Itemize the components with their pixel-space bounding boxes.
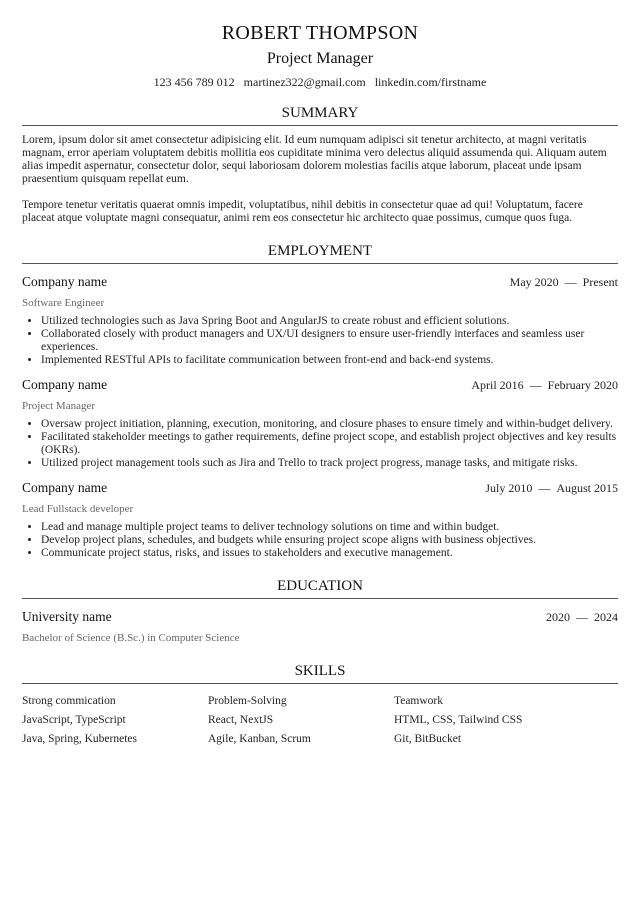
education-entry [22,609,618,645]
summary-heading: SUMMARY [22,104,618,126]
company-name: Company name [22,480,108,495]
company-name: Company name [22,274,108,289]
start-date: May 2020 [509,275,559,289]
skill-item: Java, Spring, Kubernetes [22,733,137,745]
date-separator: — [538,481,551,495]
skill-item: Git, BitBucket [394,733,462,745]
job-entry [22,274,618,367]
job-dates [510,275,618,290]
summary-paragraph: Lorem, ipsum dolor sit amet consectetur adipisicing elit. Id eum numquam adipisci sit tenetur architecto, at magni veritatis magnam, error aperiam voluptatem debitis mollitia eos cupiditate minima vero delectus aliquid assumenda qui. Aliquam autem alias impedit aspernatur, consectetur dolor, sequi laboriosam dolorem molestias facilis atque laborum, placeat unde ipsam praesentium quisquam repellat eum. [22,134,607,185]
job-bullets [22,418,618,470]
skill-item: Strong commication [22,695,116,707]
education-section [22,577,618,645]
bullet-item: • Utilized project management tools such as Jira and Trello to track project progress, manage tasks, and mitigate risks. [41,457,618,470]
bullet-item: • Lead and manage multiple project teams to deliver technology solutions on time and within budget. [41,521,618,534]
summary-paragraph: Tempore tenetur veritatis quaerat omnis impedit, voluptatibus, nihil debitis in consectetur quae ad qui! Voluptatum, facere placeat atque voluptate magni consequatur, animi rem eos consectetur hic architecto quae possimus, cumque quos fuga. [22,199,583,224]
end-date: February 2020 [547,378,618,392]
skill-item: React, NextJS [208,714,274,726]
job-dates [485,481,618,496]
job-role: Lead Fullstack developer [22,503,134,515]
phone-number: 123 456 789 012 [153,75,235,89]
degree: Bachelor of Science (B.Sc.) in Computer Science [22,632,240,644]
skills-section [22,662,618,746]
start-date: April 2016 [471,378,524,392]
summary-section [22,104,618,225]
job-entry [22,377,618,470]
school-name: University name [22,609,112,624]
date-separator: — [529,378,542,392]
skill-item: HTML, CSS, Tailwind CSS [394,714,523,726]
bullet-item: • Implemented RESTful APIs to facilitate communication between front-end and back-end systems. [41,354,618,367]
bullet-item: • Facilitated stakeholder meetings to gather requirements, define project scope, and establish project objectives and key results (OKRs). [41,431,618,457]
job-entry [22,480,618,560]
start-date: July 2010 [485,481,533,495]
employment-heading: EMPLOYMENT [22,242,618,264]
candidate-name: ROBERT THOMPSON [221,22,419,44]
contact-line [0,74,640,90]
company-name: Company name [22,377,108,392]
bullet-item: • Oversaw project initiation, planning, execution, monitoring, and closure phases to ensure timely and within-budget delivery. [41,418,618,431]
email-address: martinez322@gmail.com [243,75,366,89]
skills-heading: SKILLS [22,662,618,684]
education-dates [546,610,618,625]
bullet-item: • Utilized technologies such as Java Spring Boot and AngularJS to create robust and efficient solutions. [41,315,618,328]
skill-item: Agile, Kanban, Scrum [208,733,311,745]
bullet-item: • Develop project plans, schedules, and budgets while ensuring project scope aligns with business objectives. [41,534,618,547]
start-date: 2020 [546,610,570,624]
date-separator: — [576,610,588,624]
date-separator: — [564,275,577,289]
end-date: August 2015 [556,481,618,495]
job-dates [471,378,618,393]
end-date: Present [582,275,618,289]
job-bullets [22,521,618,560]
job-role: Software Engineer [22,297,105,309]
job-role: Project Manager [22,400,95,412]
bullet-item: • Communicate project status, risks, and issues to stakeholders and executive management. [41,547,618,560]
candidate-title: Project Manager [266,50,374,67]
skill-item: Teamwork [394,695,444,707]
education-heading: EDUCATION [22,577,618,599]
employment-section [22,242,618,560]
resume-header [0,0,640,90]
skill-item: JavaScript, TypeScript [22,714,126,726]
skills-grid [22,694,618,746]
skill-item: Problem-Solving [208,695,287,707]
job-bullets [22,315,618,367]
bullet-item: • Collaborated closely with product managers and UX/UI designers to ensure user-friendly interfaces and seamless user experiences. [41,328,618,354]
linkedin-link[interactable]: linkedin.com/firstname [374,75,487,89]
end-date: 2024 [594,610,618,624]
